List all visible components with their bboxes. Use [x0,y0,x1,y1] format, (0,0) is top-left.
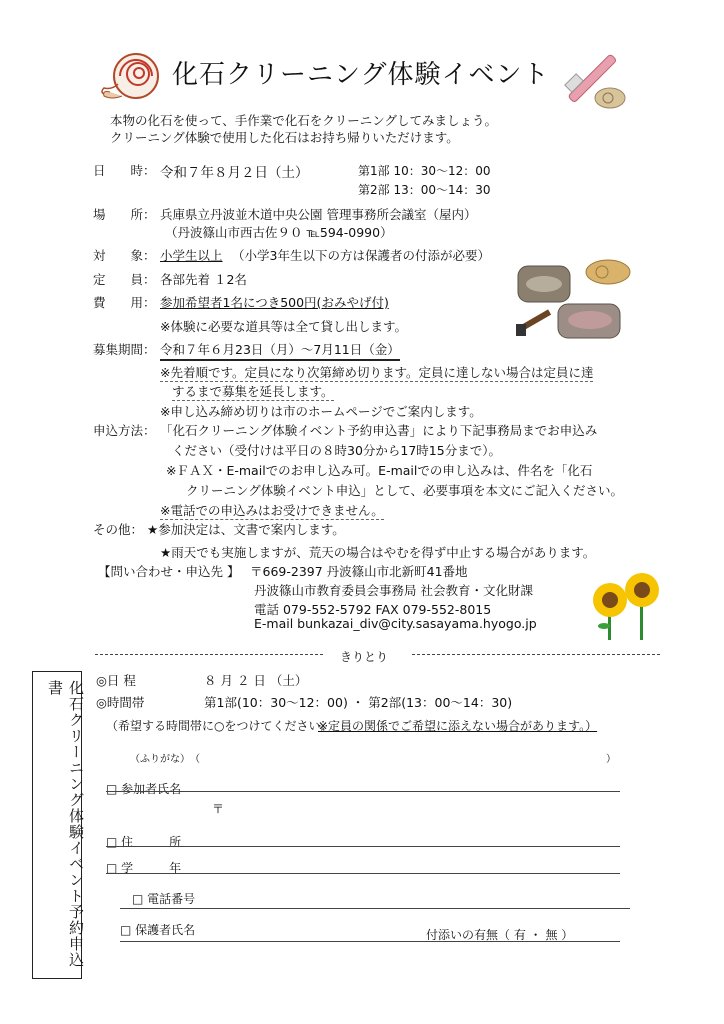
attendance-option[interactable]: 付添いの有無（ 有 ・ 無 ） [426,928,574,942]
sunflower-illustration [588,566,668,646]
contact-office: 丹波篠山市教育委員会事務局 社会教育・文化財課 [254,583,533,598]
postal-mark: 〒 [212,802,225,816]
capacity-value: 各部先着 １2名 [160,272,247,287]
grade-field[interactable] [106,873,620,874]
period-value: 令和７年６月23日（月）〜7月11日（金） [160,340,400,361]
capacity-label: 定 員： [93,272,156,287]
furigana-close: ） [606,754,616,765]
grade-label: □ 学 年 [106,861,182,875]
address-label: □ 住 所 [106,835,182,849]
apply-line-3: ※ＦＡＸ・E-mailでのお申し込み可。E-mailでの申し込みは、件名を「化石 [166,463,593,478]
session-1: 第1部 10：30〜12：00 [358,164,491,178]
contact-postal: 〒669-2397 丹波篠山市北新町41番地 [250,564,468,579]
apply-line-5: ※電話での申込みはお受けできません。 [160,503,384,518]
apply-label: 申込方法： [93,423,156,438]
fossil-tools-illustration [514,258,638,348]
form-note-b: ※定員の関係でご希望に添えない場合があります。） [318,719,598,733]
place-value: 兵庫県立丹波並木道中央公園 管理事務所会議室（屋内） [160,207,477,222]
intro-line-2: クリーニング体験で使用した化石はお持ち帰りいただけます。 [110,130,459,145]
period-note-1b: するまで募集を延長します。 [172,384,334,399]
place-label: 場 所： [93,207,156,222]
period-note-1a: ※先着順です。定員になり次第締め切ります。定員に達しない場合は定員に達 [160,365,594,380]
other-label: その他： [93,522,144,537]
target-label: 対 象： [93,248,156,263]
participant-name-label: □ 参加者氏名 [106,782,182,796]
date-value: 令和７年８月２日（土） [160,165,309,181]
contact-label: 【問い合わせ・申込先 】 [98,564,240,579]
fee-value: 参加希望者1名につき500円(おみやげ付) [160,295,389,310]
contact-email: E-mail bunkazai_div@city.sasayama.hyogo.jp [254,616,537,631]
period-note-2: ※申し込み締め切りは市のホームページでご案内します。 [160,404,482,419]
cut-line-left [95,654,323,655]
tel-label: □ 電話番号 [132,892,196,906]
page-title: 化石クリーニング体験イベント [172,60,550,90]
form-note-a: （希望する時間帯に○をつけてください。 [106,719,333,733]
form-time-value: 第1部(10：30〜12：00) ・ 第2部(13：00〜14：30) [204,695,513,710]
fee-note: ※体験に必要な道具等は全て貸し出します。 [160,319,407,334]
cut-line-right [412,654,660,655]
place-address: （丹波篠山市西古佐９０ ℡594-0990） [165,225,393,240]
other-line-1: ★参加決定は、文書で案内します。 [147,522,345,537]
other-line-2: ★雨天でも実施しますが、荒天の場合はやむを得ず中止する場合があります。 [160,545,596,560]
guardian-label: □ 保護者氏名 [120,923,196,937]
apply-line-1: 「化石クリーニング体験イベント予約申込書」により下記事務局までお申込み [160,423,598,438]
cut-label: きりとり [340,650,389,664]
participant-name-field[interactable] [106,791,620,792]
form-title-box [32,671,85,979]
contact-phone: 電話 079-552-5792 FAX 079-552-8015 [254,602,492,617]
form-time-label: ◎時間帯 [96,695,145,710]
form-date-label: ◎日 程 [96,673,136,688]
furigana-label: （ふりがな） （ [130,754,200,765]
tel-field[interactable] [120,908,630,909]
intro-line-1: 本物の化石を使って、手作業で化石をクリーニングしてみましょう。 [110,113,498,128]
period-label: 募集期間： [93,342,156,357]
fee-label: 費 用： [93,295,156,310]
address-field[interactable] [106,846,620,847]
form-date-value: ８ 月 ２ 日 （土） [204,673,308,688]
brush-illustration [560,38,630,114]
date-label: 日 時： [93,163,156,178]
apply-line-4: クリーニング体験イベント申込」として、必要事項を本文にご記入ください。 [186,483,624,498]
target-value: 小学生以上 [160,248,223,263]
form-vertical-title: 化石クリーニング体験イベント予約申込書 [46,680,85,968]
target-note: （小学3年生以下の方は保護者の付添が必要） [232,248,490,263]
ammonite-illustration [100,50,162,106]
session-2: 第2部 13：00〜14：30 [358,183,491,197]
apply-line-2: ください（受付けは平日の８時30分から17時15分まで）。 [172,443,501,458]
guardian-field[interactable] [120,941,620,942]
